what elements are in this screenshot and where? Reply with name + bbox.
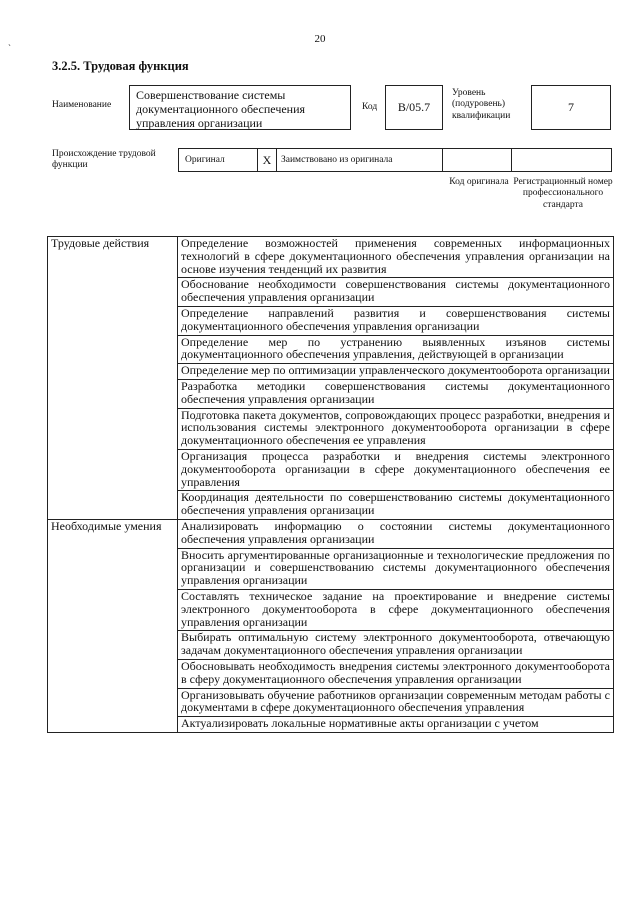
origin-code-cell — [442, 148, 512, 172]
list-item: Подготовка пакета документов, сопровождающих процесс разработки, внедрения и использования системы электронного документооборота организации в сфере документационного обеспечения ее управления — [178, 408, 614, 449]
section-label: Трудовые действия — [48, 237, 178, 520]
section-label: Необходимые умения — [48, 519, 178, 732]
origin-original-cell: Оригинал — [178, 148, 258, 172]
list-item: Координация деятельности по совершенствованию системы документационного обеспечения управления организации — [178, 491, 614, 520]
margin-tick-mark: ˋ — [8, 43, 11, 53]
page-number: 20 — [314, 33, 326, 45]
list-item: Актуализировать локальные нормативные акты организации с учетом — [178, 717, 614, 733]
list-item: Составлять техническое задание на проектирование и внедрение системы электронного документооборота в сфере документационного обеспечения управления организации — [178, 589, 614, 630]
list-item: Вносить аргументированные организационные и технологические предложения по организации и совершенствованию системы документационного обеспечения управления организации — [178, 548, 614, 589]
table-row — [48, 237, 614, 278]
list-item: Определение возможностей применения современных информационных технологий в сфере документационного обеспечения управления организации на основе изучения тенденций их развития — [178, 237, 614, 278]
table-row — [48, 519, 614, 548]
name-label: Наименование — [52, 100, 112, 110]
origin-row — [178, 148, 612, 172]
list-item: Обоснование необходимости совершенствования системы документационного обеспечения управления организации — [178, 278, 614, 307]
origin-borrowed-cell: Заимствовано из оригинала — [276, 148, 443, 172]
list-item: Определение направлений развития и совершенствования системы документационного обеспечения управления организации — [178, 306, 614, 335]
list-item: Организовывать обучение работников организации современным методам работы с документами в сфере документационного обеспечения управления — [178, 688, 614, 717]
list-item: Определение мер по оптимизации управленческого документооборота организации — [178, 364, 614, 380]
code-value-box: B/05.7 — [385, 85, 443, 130]
origin-label: Происхождение трудовой функции — [52, 149, 156, 171]
list-item: Выбирать оптимальную систему электронного документооборота, отвечающую задачам документационного обеспечения управления организации — [178, 631, 614, 660]
level-value-box: 7 — [531, 85, 611, 130]
origin-reg-cell — [511, 148, 612, 172]
function-name-box: Совершенствование системы документационного обеспечения управления организации — [129, 85, 351, 130]
list-item: Анализировать информацию о состоянии системы документационного обеспечения управления организации — [178, 519, 614, 548]
code-label: Код — [362, 102, 378, 112]
reg-number-label: Регистрационный номер профессионального стандарта — [513, 177, 613, 210]
section-title: 3.2.5. Трудовая функция — [52, 59, 189, 73]
list-item: Определение мер по устранению выявленных изъянов системы документационного обеспечения управления, действующей в организации — [178, 335, 614, 364]
list-item: Организация процесса разработки и внедрения системы электронного документооборота организации в сфере документационного обеспечения ее управления — [178, 449, 614, 490]
list-item: Разработка методики совершенствования системы документационного обеспечения управления организации — [178, 379, 614, 408]
origin-mark-cell: X — [257, 148, 277, 172]
list-item: Обосновывать необходимость внедрения системы электронного документооборота в сферу документационного обеспечения управления организации — [178, 659, 614, 688]
level-label: Уровень (подуровень) квалификации — [452, 88, 511, 121]
function-table — [47, 236, 614, 733]
code-original-label: Код оригинала — [449, 177, 509, 187]
